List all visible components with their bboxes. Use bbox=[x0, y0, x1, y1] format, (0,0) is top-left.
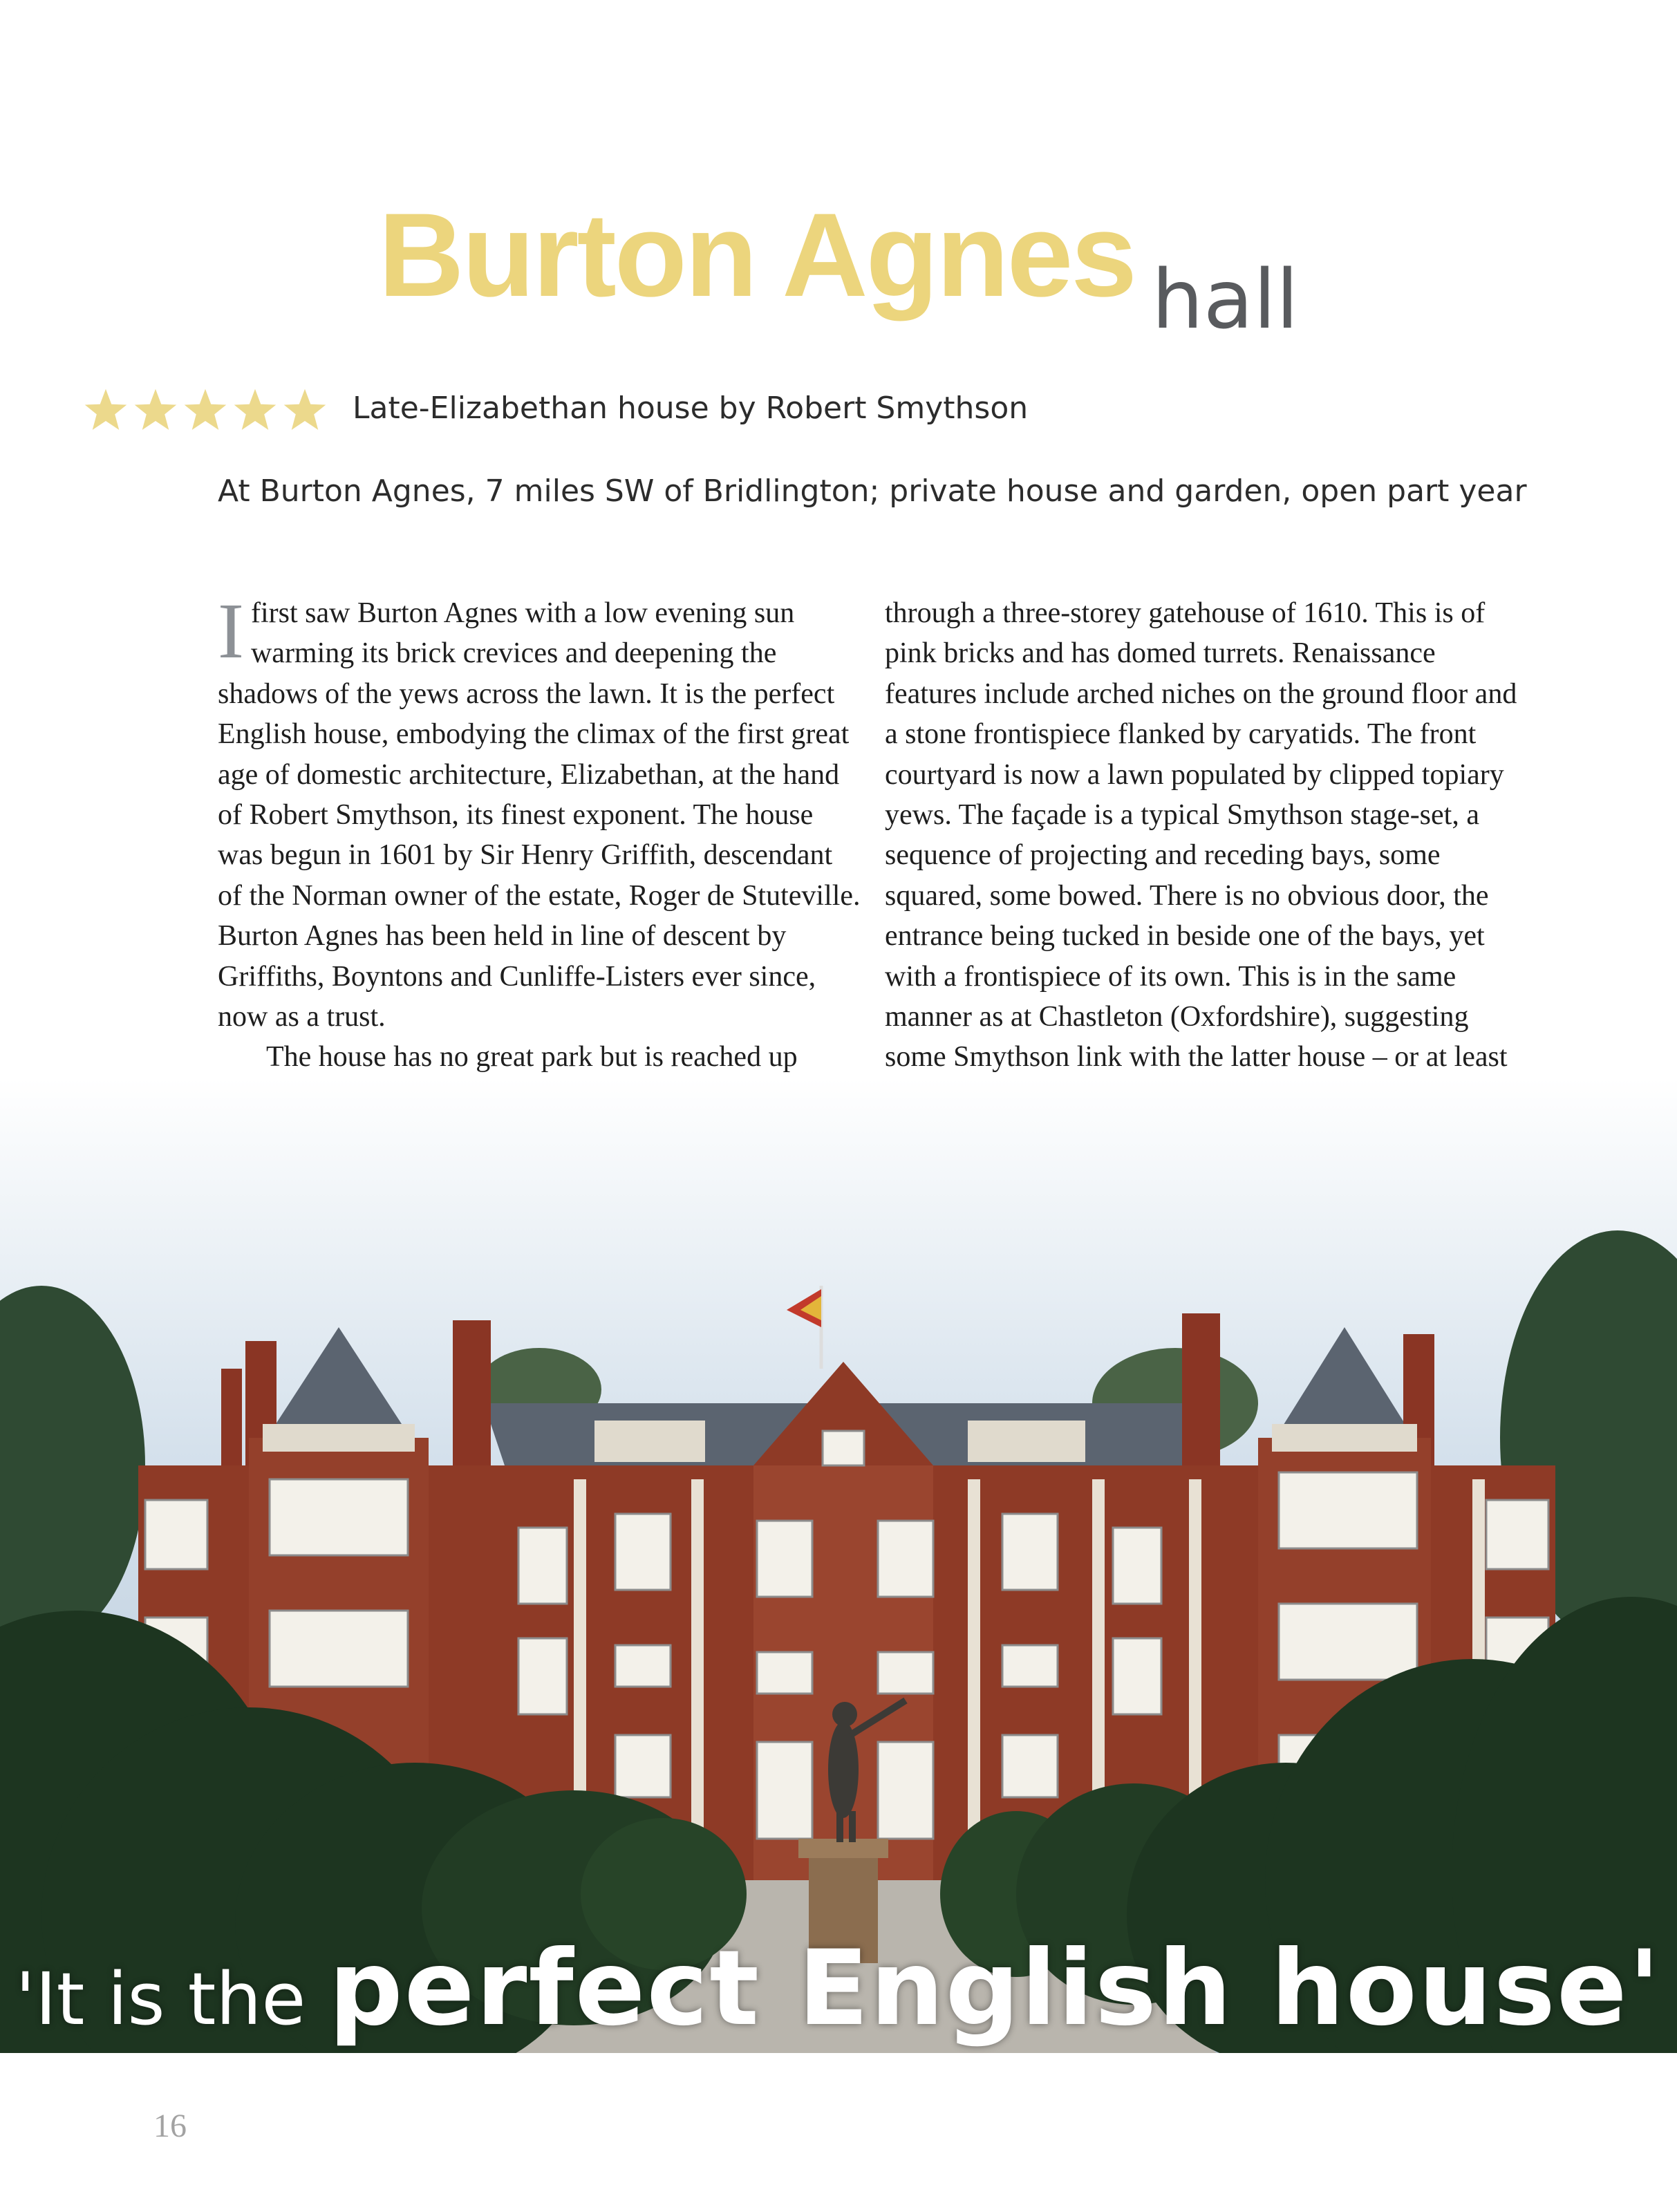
title-sub: hall bbox=[1152, 252, 1299, 347]
rating-stars bbox=[83, 387, 332, 434]
star-icon bbox=[282, 387, 328, 433]
drop-cap: I bbox=[218, 587, 244, 675]
house-photo bbox=[0, 1078, 1677, 2053]
paragraph-2: The house has no great park but is reached up bbox=[266, 1041, 798, 1074]
paragraph-1 bbox=[218, 587, 861, 1037]
flag-icon bbox=[787, 1286, 821, 1369]
subtitle: Late-Elizabethan house by Robert Smythson bbox=[353, 391, 1029, 426]
pull-quote-part-1: 'It is the bbox=[15, 1957, 329, 2041]
page-number: 16 bbox=[153, 2108, 187, 2144]
star-icon bbox=[83, 387, 129, 433]
article-column-right bbox=[885, 593, 1528, 1118]
title-main: Burton Agnes bbox=[378, 189, 1135, 321]
pull-quote-part-2: perfect English house' bbox=[328, 1929, 1662, 2049]
house-illustration bbox=[0, 1078, 1677, 2053]
page-title bbox=[0, 187, 1677, 353]
pull-quote bbox=[0, 1929, 1677, 2060]
paragraph-3: through a three-storey gatehouse of 1610. This is of pink bricks and has domed turrets. Renaissance features include arched niches on the ground floor and a stone frontispiece flanked by caryatids. The front courtyard is now a lawn populated by clipped topiary yews. The façade is a typical Smythson stage-set, a sequence of projecting and receding bays, some squared, some bowed. There is no obvious door, the entrance being tucked in beside one of the bays, yet with a frontispiece of its own. This is in the same manner as at Chastleton (Oxfordshire), suggesting some Smythson link with the latter house – or at least bbox=[885, 597, 1517, 1074]
paragraph-1-text: first saw Burton Agnes with a low evening sun warming its brick crevices and deepening the shadows of the yews across the lawn. It is the perfect English house, embodying the climax of the first great age of domestic architecture, Elizabethan, at the hand of Robert Smythson, its finest exponent. The house was begun in 1601 by Sir Henry Griffith, descendant of the Norman owner of the estate, Roger de Stuteville. Burton Agnes has been held in line of descent by Griffiths, Boyntons and Cunliffe-Listers ever since, now as a trust. bbox=[218, 597, 861, 1033]
star-icon bbox=[232, 387, 278, 433]
star-icon bbox=[182, 387, 228, 433]
article-column-left bbox=[218, 587, 861, 1118]
location-line: At Burton Agnes, 7 miles SW of Bridlington; private house and garden, open part year bbox=[218, 474, 1527, 509]
star-icon bbox=[133, 387, 178, 433]
